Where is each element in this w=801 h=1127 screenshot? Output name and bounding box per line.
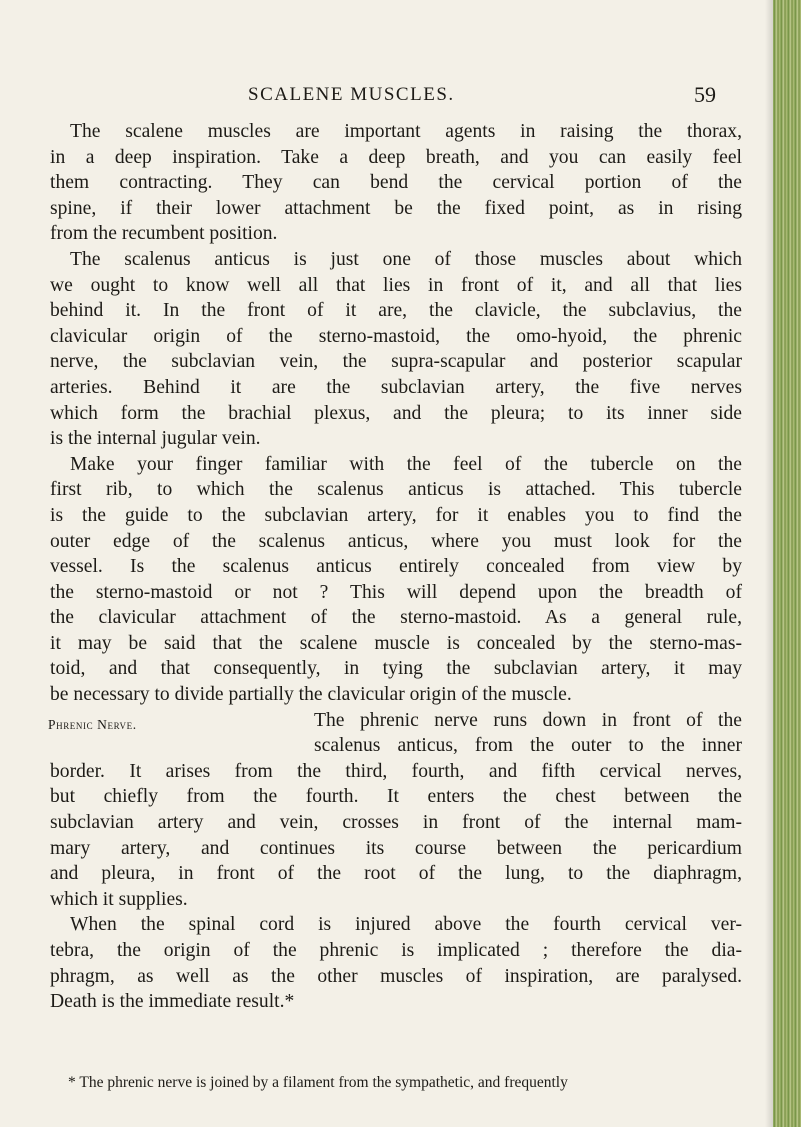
text-line: spine, if their lower attachment be the fixed point, as in rising — [50, 197, 742, 219]
text-line: and pleura, in front of the root of the lung, to the diaphragm, — [50, 863, 742, 885]
text-line: which it supplies. — [50, 888, 188, 910]
text-line: nerve, the subclavian vein, the supra-scapular and posterior scapular — [50, 351, 742, 373]
text-line: The scalenus anticus is just one of those muscles about which — [70, 248, 742, 270]
text-line: When the spinal cord is injured above the fourth cervical ver- — [70, 914, 742, 936]
book-spine-edge — [773, 0, 801, 1127]
text-line: in a deep inspiration. Take a deep breath, and you can easily feel — [50, 146, 742, 168]
text-line: clavicular origin of the sterno-mastoid, the omo-hyoid, the phrenic — [50, 325, 742, 347]
text-line: arteries. Behind it are the subclavian artery, the five nerves — [50, 376, 742, 398]
paragraph-5 — [50, 912, 742, 1014]
text-line: is the internal jugular vein. — [50, 428, 261, 450]
text-line: the sterno-mastoid or not ? This will depend upon the breadth of — [50, 581, 742, 603]
page-header — [0, 84, 801, 114]
page-gutter-shadow — [765, 0, 773, 1127]
footnote: * The phrenic nerve is joined by a filament from the sympathetic, and frequently — [68, 1074, 568, 1091]
text-line: border. It arises from the third, fourth, and fifth cervical nerves, — [50, 760, 742, 782]
text-line: outer edge of the scalenus anticus, where you must look for the — [50, 530, 742, 552]
body-text — [50, 119, 742, 1015]
text-line: Death is the immediate result.* — [50, 991, 295, 1013]
text-line: which form the brachial plexus, and the pleura; to its inner side — [50, 402, 742, 424]
text-line: vessel. Is the scalenus anticus entirely concealed from view by — [50, 556, 742, 578]
text-line: phragm, as well as the other muscles of inspiration, are paralysed. — [50, 965, 742, 987]
text-line: toid, and that consequently, in tying the subclavian artery, it may — [50, 658, 742, 680]
text-line: tebra, the origin of the phrenic is implicated ; therefore the dia- — [50, 940, 742, 961]
text-line: be necessary to divide partially the clavicular origin of the muscle. — [50, 684, 572, 706]
paragraph-3 — [50, 452, 742, 708]
text-line: first rib, to which the scalenus anticus is attached. This tubercle — [50, 479, 742, 501]
text-line: the clavicular attachment of the sterno-mastoid. As a general rule, — [50, 607, 742, 629]
text-line: them contracting. They can bend the cervical portion of the — [50, 172, 742, 194]
side-heading: Phrenic Nerve. — [48, 716, 137, 732]
text-line: Make your finger familiar with the feel of the tubercle on the — [70, 453, 742, 475]
text-line: we ought to know well all that lies in front of it, and all that lies — [50, 274, 742, 296]
text-line: mary artery, and continues its course between the pericardium — [50, 837, 742, 859]
text-line: but chiefly from the fourth. It enters the chest between the — [50, 786, 742, 808]
text-line: The scalene muscles are important agents in raising the thorax, — [70, 121, 742, 142]
text-line: subclavian artery and vein, crosses in front of the internal mam- — [50, 812, 742, 834]
text-line: behind it. In the front of it are, the clavicle, the subclavius, the — [50, 300, 742, 322]
running-title: SCALENE MUSCLES. — [248, 84, 455, 105]
text-line: scalenus anticus, from the outer to the inner — [314, 735, 742, 757]
text-line: is the guide to the subclavian artery, for it enables you to find the — [50, 504, 742, 526]
text-line: from the recumbent position. — [50, 223, 278, 245]
text-line: it may be said that the scalene muscle is concealed by the sterno-mas- — [50, 632, 742, 654]
paragraph-2 — [50, 247, 742, 452]
paragraph-1 — [50, 119, 742, 247]
text-line: The phrenic nerve runs down in front of the — [314, 709, 742, 731]
paragraph-4 — [50, 708, 742, 913]
page-number: 59 — [694, 82, 716, 107]
